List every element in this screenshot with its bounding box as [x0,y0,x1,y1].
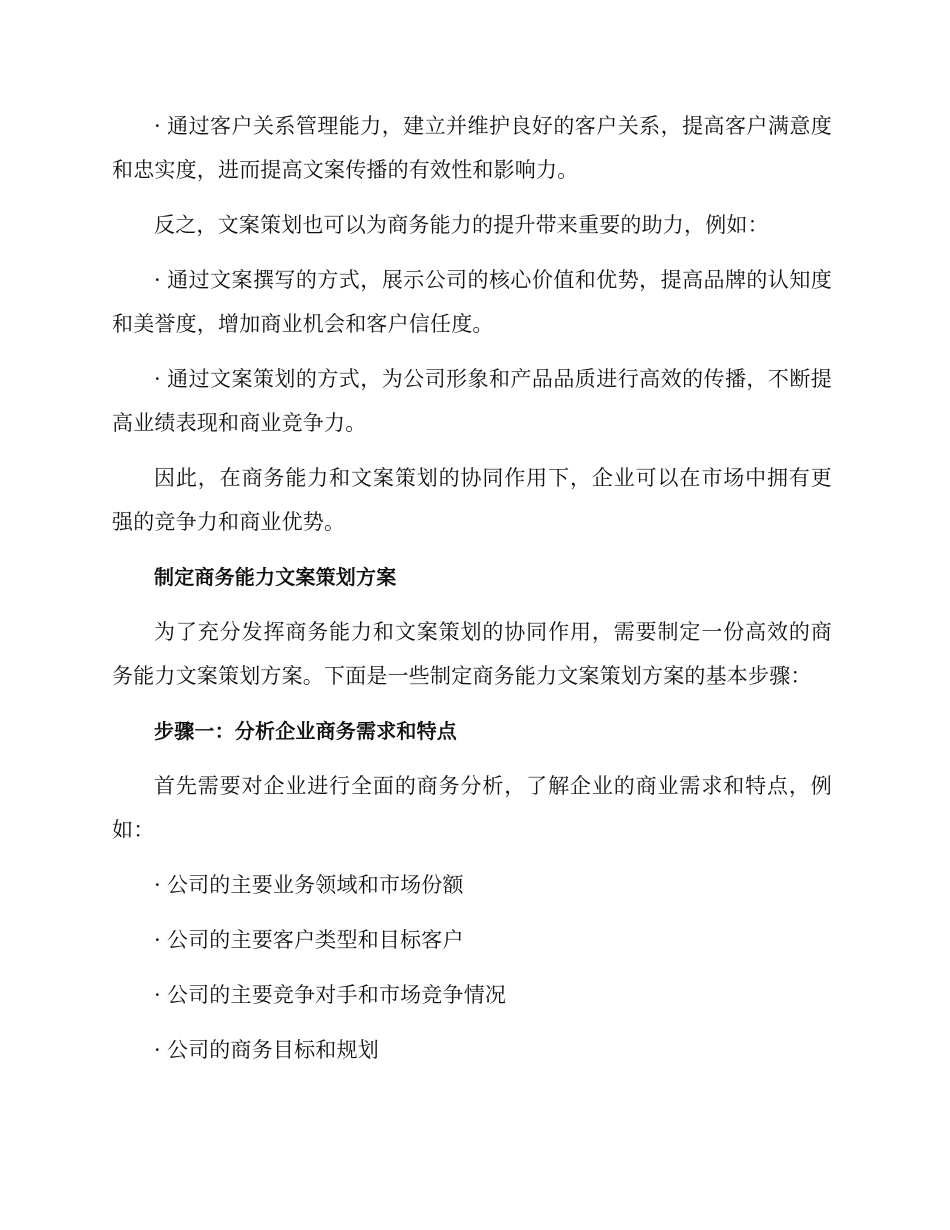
body-paragraph: 为了充分发挥商务能力和文案策划的协同作用，需要制定一份高效的商务能力文案策划方案。下面是一些制定商务能力文案策划方案的基本步骤： [112,620,832,688]
body-paragraph: 因此，在商务能力和文案策划的协同作用下，企业可以在市场中拥有更强的竞争力和商业优势。 [112,466,832,534]
section-heading: 制定商务能力文案策划方案 [154,565,397,589]
bullet-item [112,863,832,907]
bullet-dot: · [154,367,161,391]
bullet-text: 公司的商务目标和规划 [166,1038,379,1062]
bullet-paragraph [112,104,832,192]
bullet-dot: · [154,268,161,292]
step-heading: 步骤一：分析企业商务需求和特点 [154,719,457,743]
bullet-text: 公司的主要竞争对手和市场竞争情况 [166,983,507,1007]
bullet-dot: · [154,983,161,1007]
document-body [112,104,832,1072]
body-paragraph: 反之，文案策划也可以为商务能力的提升带来重要的助力，例如： [154,213,769,237]
bullet-text: 公司的主要客户类型和目标客户 [166,928,464,952]
bullet-text: 公司的主要业务领域和市场份额 [166,873,464,897]
bullet-paragraph [112,357,832,445]
bullet-item [112,1028,832,1072]
bullet-item [112,973,832,1017]
paragraph-text: 通过文案撰写的方式，展示公司的核心价值和优势，提高品牌的认知度和美誉度，增加商业机会和客户信任度。 [112,268,832,336]
bullet-dot: · [154,873,161,897]
paragraph-text: 通过文案策划的方式，为公司形象和产品品质进行高效的传播，不断提高业绩表现和商业竞争力。 [112,367,832,435]
paragraph-text: 通过客户关系管理能力，建立并维护良好的客户关系，提高客户满意度和忠实度，进而提高文案传播的有效性和影响力。 [112,114,832,182]
bullet-dot: · [154,114,161,138]
bullet-item [112,918,832,962]
bullet-dot: · [154,1038,161,1062]
body-paragraph: 首先需要对企业进行全面的商务分析，了解企业的商业需求和特点，例如： [112,774,832,842]
bullet-dot: · [154,928,161,952]
bullet-paragraph [112,258,832,346]
